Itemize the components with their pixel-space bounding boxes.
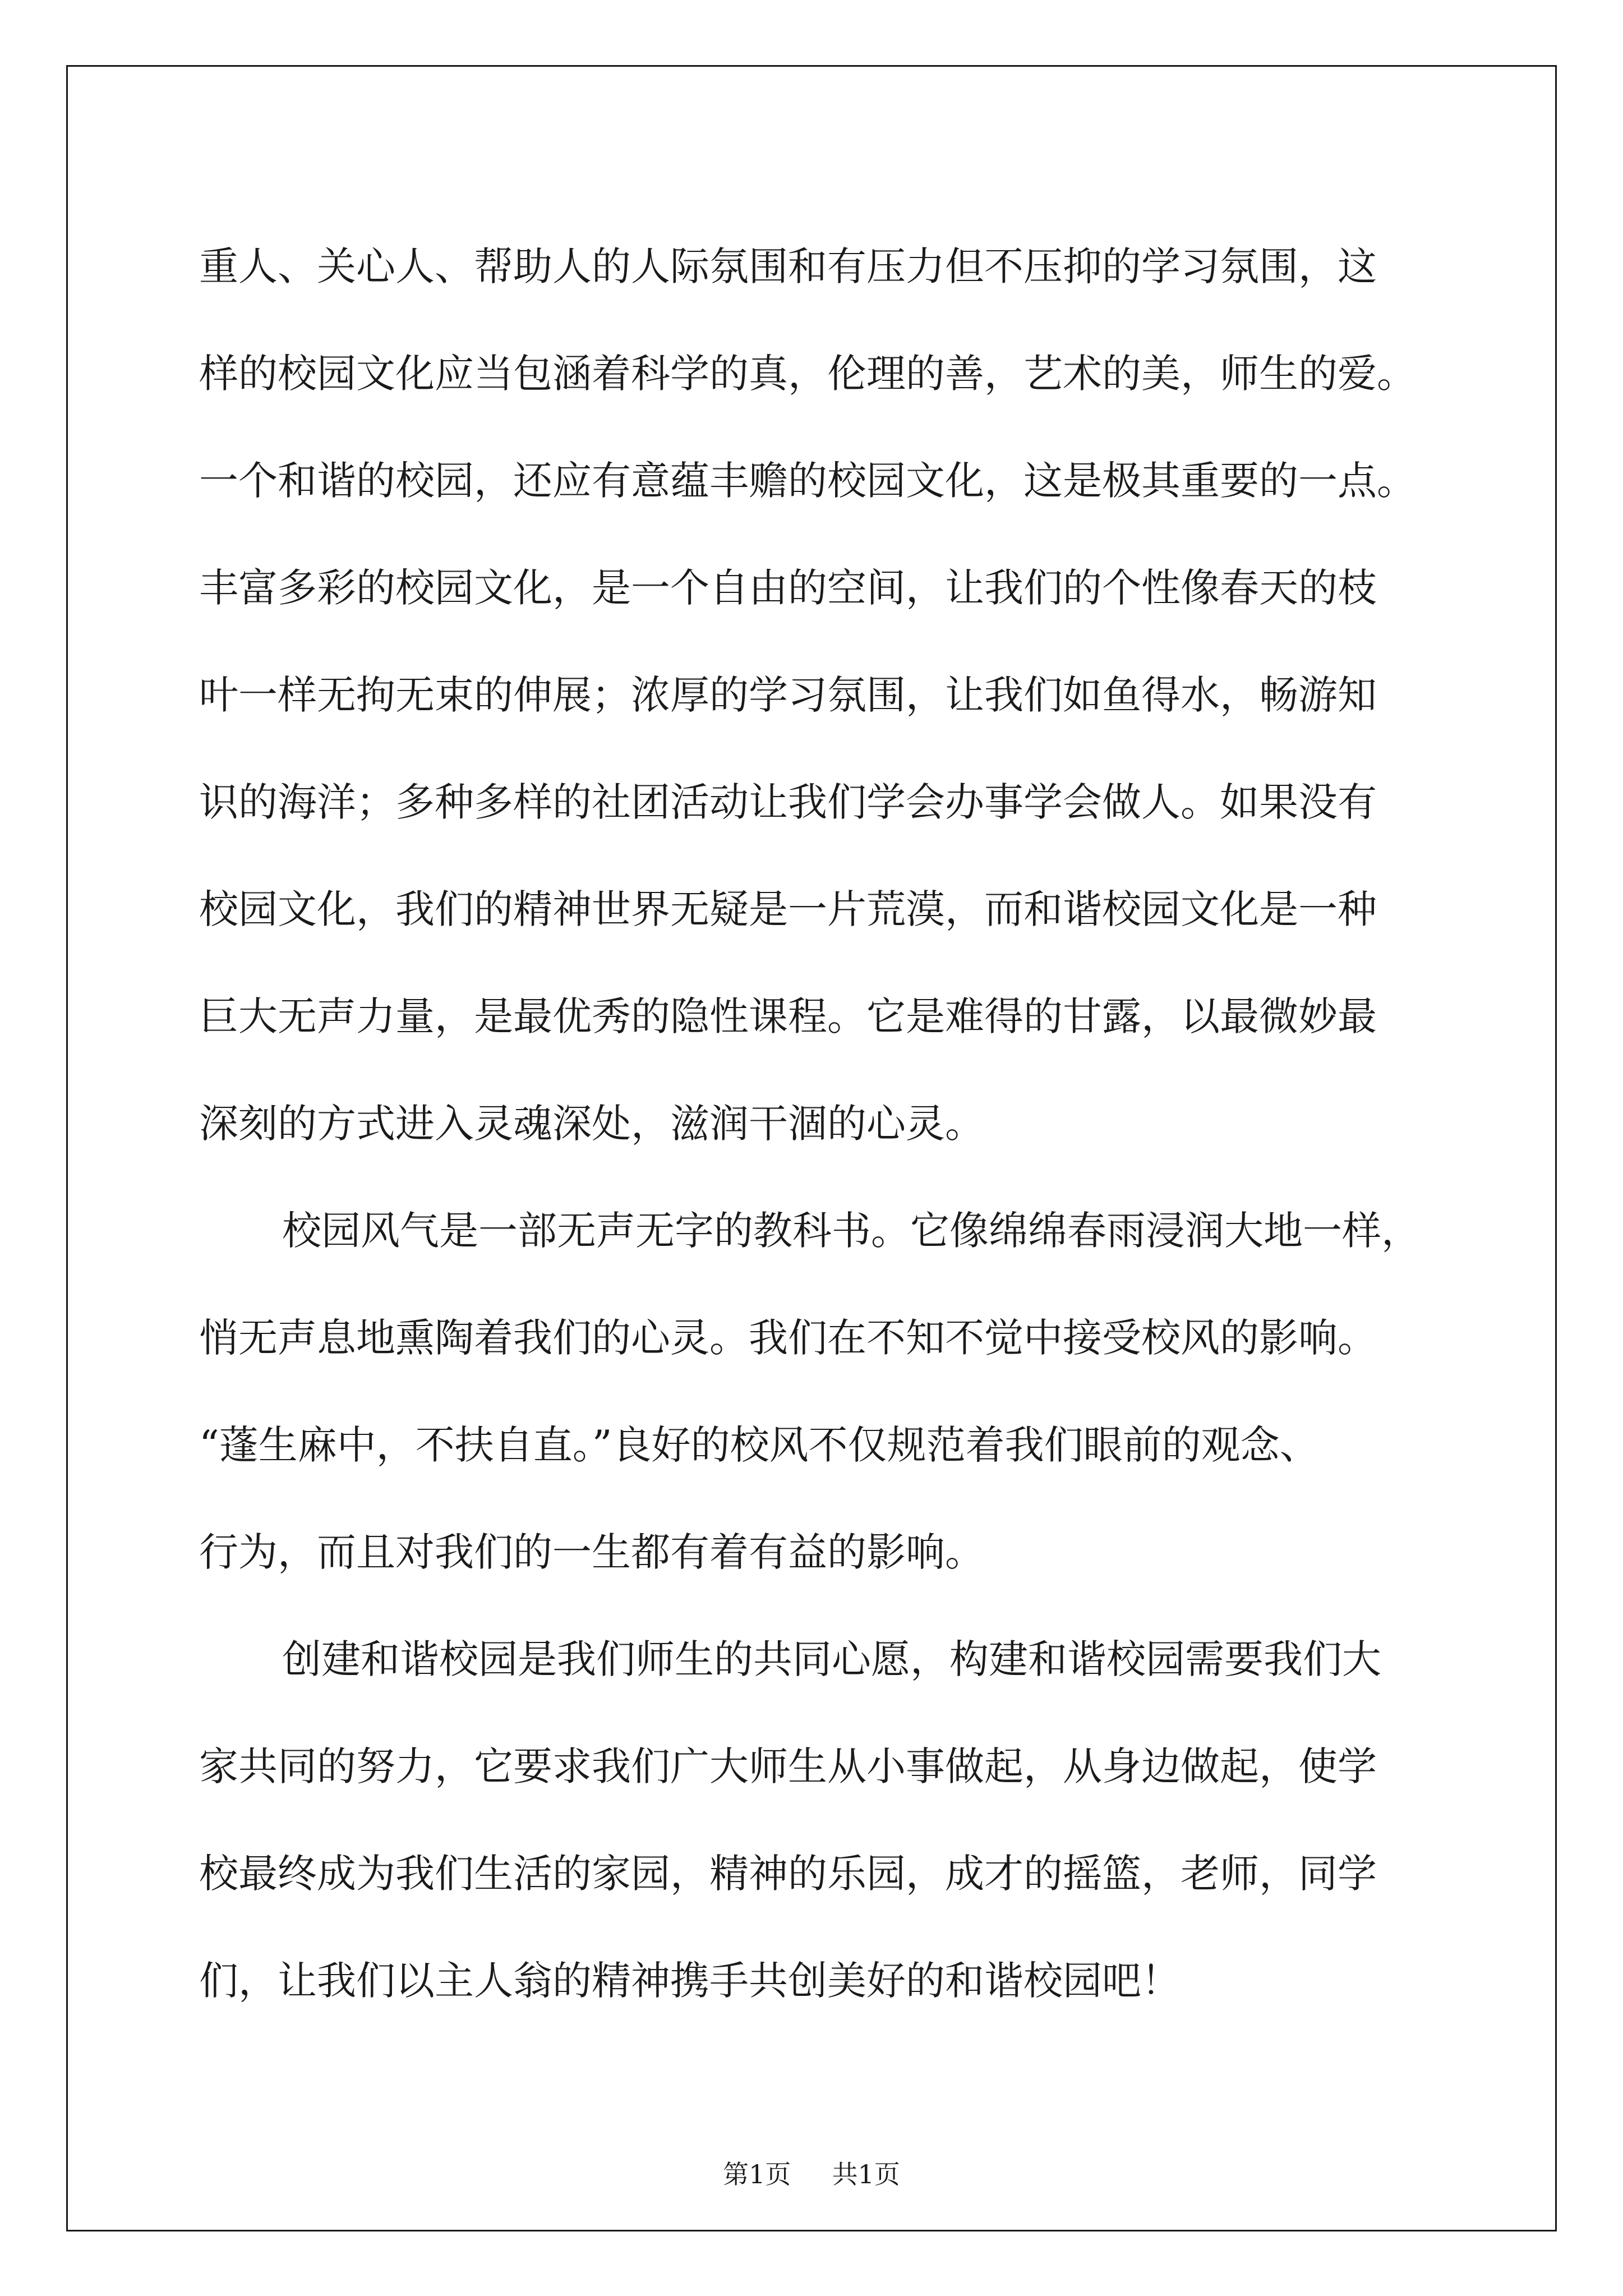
text-line: 家共同的努力，它要求我们广大师生从小事做起，从身边做起，使学	[199, 1743, 1377, 1789]
paragraph-3	[199, 1606, 1455, 2035]
text-line: 们，让我们以主人翁的精神携手共创美好的和谐校园吧！	[199, 1958, 1181, 2004]
text-line: 行为，而且对我们的一生都有着有益的影响。	[199, 1529, 984, 1575]
paragraph-1	[199, 213, 1455, 1177]
text-line: 悄无声息地熏陶着我们的心灵。我们在不知不觉中接受校风的影响。	[199, 1315, 1377, 1361]
page-total: 共1页	[832, 2159, 900, 2189]
text-line: 叶一样无拘无束的伸展；浓厚的学习氛围，让我们如鱼得水，畅游知	[199, 672, 1377, 718]
page-number: 第1页	[723, 2159, 791, 2189]
text-line: 识的海洋；多种多样的社团活动让我们学会办事学会做人。如果没有	[199, 779, 1377, 825]
text-line: 样的校园文化应当包涵着科学的真，伦理的善，艺术的美，师生的爱。	[199, 351, 1416, 397]
text-line: 校最终成为我们生活的家园，精神的乐园，成才的摇篮，老师，同学	[199, 1851, 1377, 1897]
text-line: 校园文化，我们的精神世界无疑是一片荒漠，而和谐校园文化是一种	[199, 886, 1377, 932]
text-line: 重人、关心人、帮助人的人际氛围和有压力但不压抑的学习氛围，这	[199, 243, 1377, 289]
document-body	[199, 213, 1455, 2035]
text-line: 深刻的方式进入灵魂深处，滋润干涸的心灵。	[199, 1101, 984, 1147]
paragraph-2	[199, 1177, 1455, 1606]
text-line: 一个和谐的校园，还应有意蕴丰赡的校园文化，这是极其重要的一点。	[199, 458, 1416, 504]
text-line: 校园风气是一部无声无字的教科书。它像绵绵春雨浸润大地一样，	[282, 1208, 1421, 1254]
text-line: “蓬生麻中，不扶自直。”良好的校风不仅规范着我们眼前的观念、	[199, 1422, 1319, 1468]
footer-spacer	[799, 2159, 824, 2189]
page-footer	[0, 2154, 1623, 2191]
text-line: 巨大无声力量，是最优秀的隐性课程。它是难得的甘露，以最微妙最	[199, 993, 1377, 1039]
text-line: 丰富多彩的校园文化，是一个自由的空间，让我们的个性像春天的枝	[199, 565, 1377, 611]
text-line: 创建和谐校园是我们师生的共同心愿，构建和谐校园需要我们大	[282, 1636, 1381, 1682]
